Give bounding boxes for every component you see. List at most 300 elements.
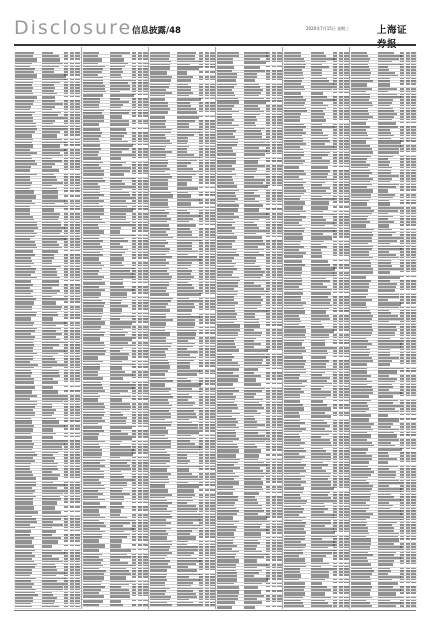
table-cell (205, 162, 209, 164)
table-cell (277, 343, 282, 345)
table-cell (272, 492, 276, 494)
table-cell (266, 198, 271, 200)
table-cell (205, 514, 209, 516)
table-cell (143, 592, 148, 594)
table-cell (266, 116, 271, 118)
table-cell (143, 243, 148, 245)
table-cell (199, 108, 204, 110)
table-cell (138, 213, 142, 215)
table-cell (42, 347, 53, 349)
table-cell (70, 160, 74, 162)
table-cell (244, 595, 264, 597)
table-cell (83, 444, 99, 446)
table-cell (42, 66, 59, 68)
table-cell (266, 84, 271, 86)
table-cell (138, 517, 142, 519)
table-cell (199, 332, 204, 334)
table-cell (266, 266, 271, 268)
table-cell (150, 505, 168, 507)
table-cell (199, 413, 204, 415)
table-cell (110, 120, 129, 122)
table-cell (15, 583, 34, 585)
table-cell (75, 484, 80, 486)
table-cell (210, 52, 215, 54)
table-cell (150, 560, 170, 562)
table-cell (272, 168, 276, 170)
table-cell (210, 270, 215, 272)
table-cell (210, 391, 215, 393)
table-cell (311, 129, 322, 131)
table-cell (244, 572, 259, 574)
page-number: /48 (166, 26, 181, 36)
table-cell (150, 300, 171, 302)
table-cell (15, 190, 34, 194)
table-cell (210, 383, 215, 385)
table-cell (344, 86, 349, 88)
table-cell (217, 95, 235, 97)
table-cell (217, 139, 238, 141)
table-cell (210, 402, 215, 404)
table-cell (205, 489, 209, 491)
table-cell (266, 362, 271, 364)
table-cell (138, 170, 142, 172)
table-cell (132, 502, 137, 504)
table-cell (83, 101, 100, 103)
table-cell (138, 308, 142, 310)
table-cell (344, 146, 349, 148)
table-cell (277, 185, 282, 187)
table-cell (64, 415, 69, 417)
table-cell (272, 176, 276, 178)
table-cell (70, 406, 74, 408)
table-cell (244, 346, 254, 348)
table-cell (138, 460, 142, 462)
table-cell (138, 423, 142, 425)
table-cell (244, 213, 268, 215)
table-cell (177, 468, 189, 472)
table-cell (217, 308, 235, 310)
table-cell (83, 115, 104, 119)
table-cell (42, 569, 57, 571)
table-cell (132, 493, 137, 495)
table-cell (277, 230, 282, 232)
table-cell (266, 464, 271, 466)
table-cell (244, 294, 265, 296)
table-cell (266, 540, 271, 542)
table-cell (244, 340, 254, 342)
table-cell (150, 316, 166, 318)
table-cell (83, 98, 100, 100)
table-cell (150, 394, 171, 396)
table-cell (339, 216, 343, 218)
table-cell (344, 119, 349, 121)
table-cell (132, 334, 137, 336)
table-cell (266, 125, 271, 127)
table-cell (132, 148, 137, 150)
table-cell (244, 410, 257, 412)
table-cell (150, 549, 169, 551)
table-cell (132, 115, 137, 117)
table-cell (339, 272, 343, 274)
table-cell (110, 468, 131, 470)
table-cell (132, 265, 137, 267)
table-cell (277, 537, 282, 539)
table-cell (177, 162, 191, 164)
table-cell (272, 572, 276, 574)
table-cell (143, 286, 148, 288)
table-cell (339, 228, 343, 230)
table-cell (205, 92, 209, 94)
table-cell (272, 510, 276, 512)
table-cell (75, 63, 80, 65)
table-cell (210, 416, 215, 418)
table-cell (311, 163, 330, 165)
table-cell (210, 132, 215, 134)
table-cell (138, 544, 142, 546)
table-cell (244, 418, 255, 420)
table-cell (210, 231, 215, 233)
table-cell (132, 499, 137, 501)
table-cell (272, 86, 276, 88)
table-cell (205, 410, 209, 412)
table-cell (75, 296, 80, 298)
table-cell (143, 222, 148, 224)
table-cell (210, 146, 215, 148)
table-cell (83, 66, 105, 68)
table-cell (75, 540, 80, 542)
table-cell (284, 160, 305, 162)
table-cell (150, 443, 171, 445)
table-cell (205, 64, 209, 66)
table-cell (266, 322, 271, 324)
table-cell (266, 324, 271, 326)
table-cell (15, 443, 34, 445)
table-cell (217, 421, 238, 423)
table-cell (272, 274, 276, 276)
table-cell (138, 173, 142, 175)
table-cell (70, 496, 74, 498)
table-cell (15, 158, 32, 160)
table-cell (284, 308, 304, 310)
table-cell (83, 476, 104, 478)
table-cell (83, 384, 102, 386)
table-cell (205, 224, 209, 226)
table-cell (64, 463, 69, 465)
table-cell (339, 52, 343, 54)
table-cell (132, 559, 137, 561)
table-cell (344, 280, 349, 282)
table-cell (284, 184, 303, 186)
table-cell (132, 390, 137, 392)
table-cell (344, 353, 349, 355)
table-cell (272, 324, 276, 326)
table-cell (266, 349, 271, 351)
table-cell (284, 377, 299, 379)
table-cell (199, 373, 204, 375)
table-cell (272, 89, 276, 91)
table-cell (277, 280, 282, 282)
table-cell (344, 264, 349, 266)
table-cell (199, 237, 204, 239)
table-cell (177, 479, 199, 481)
table-cell (132, 107, 137, 109)
table-cell (199, 511, 204, 513)
table-cell (132, 85, 137, 87)
table-cell (138, 305, 142, 307)
table-cell (15, 71, 34, 73)
table-cell (138, 71, 142, 73)
table-cell (110, 80, 132, 82)
table-cell (199, 309, 204, 311)
table-cell (64, 233, 69, 235)
table-cell (177, 337, 195, 339)
table-cell (177, 408, 200, 410)
table-cell (150, 427, 166, 429)
table-cell (138, 197, 142, 199)
table-cell (110, 180, 122, 182)
table-cell (83, 584, 101, 586)
table-cell (75, 347, 80, 349)
table-cell (210, 327, 215, 329)
table-cell (150, 563, 168, 565)
table-cell (143, 265, 148, 267)
table-cell (333, 356, 338, 358)
table-cell (64, 236, 69, 238)
table-cell (205, 354, 209, 356)
table-cell (333, 132, 338, 134)
table-cell (217, 540, 233, 542)
table-cell (150, 192, 171, 194)
table-cell (83, 88, 105, 90)
table-cell (15, 296, 33, 298)
table-cell (15, 572, 32, 574)
table-cell (64, 185, 69, 187)
table-cell (42, 238, 66, 240)
table-cell (42, 418, 56, 420)
table-cell (344, 329, 349, 331)
table-cell (110, 115, 122, 119)
table-cell (205, 86, 209, 88)
table-cell (75, 208, 80, 210)
table-cell (244, 233, 255, 235)
table-cell (143, 173, 148, 175)
table-cell (244, 105, 258, 107)
table-cell (217, 208, 238, 212)
table-cell (42, 254, 54, 256)
table-cell (83, 353, 105, 355)
table-cell (42, 364, 63, 366)
table-cell (83, 58, 102, 62)
table-cell (199, 489, 204, 491)
table-cell (205, 569, 209, 571)
table-cell (199, 322, 204, 324)
table-cell (277, 204, 282, 206)
table-cell (83, 318, 101, 320)
table-cell (199, 224, 204, 226)
table-cell (210, 343, 215, 345)
table-cell (205, 259, 209, 261)
table-cell (75, 516, 80, 518)
table-cell (138, 222, 142, 224)
table-cell (110, 55, 122, 57)
table-cell (83, 208, 104, 212)
table-cell (70, 139, 74, 141)
table-cell (244, 313, 255, 315)
table-cell (205, 332, 209, 334)
table-cell (42, 263, 52, 265)
table-cell (138, 499, 142, 501)
table-cell (272, 444, 276, 446)
table-cell (199, 192, 204, 194)
table-cell (210, 218, 215, 220)
table-cell (344, 160, 349, 162)
table-cell (132, 151, 137, 153)
table-cell (244, 114, 260, 116)
table-cell (15, 188, 30, 190)
table-cell (266, 508, 271, 510)
table-cell (110, 417, 127, 419)
table-cell (83, 465, 105, 467)
table-cell (284, 337, 306, 339)
table-cell (205, 276, 209, 278)
table-cell (75, 293, 80, 295)
table-cell (205, 391, 209, 393)
table-cell (150, 466, 170, 468)
table-cell (70, 372, 74, 374)
table-cell (83, 430, 104, 432)
table-cell (83, 514, 100, 516)
table-cell (75, 163, 80, 165)
table-cell (210, 265, 215, 267)
table-cell (138, 465, 142, 467)
table-cell (210, 176, 215, 178)
table-cell (333, 219, 338, 221)
table-cell (177, 234, 192, 236)
table-cell (75, 266, 80, 268)
table-cell (244, 383, 261, 387)
table-cell (177, 599, 189, 601)
table-cell (75, 482, 80, 484)
table-cell (143, 55, 148, 57)
table-cell (143, 238, 148, 240)
table-cell (205, 176, 209, 178)
table-cell (244, 601, 262, 605)
table-cell (143, 573, 148, 575)
table-cell (205, 61, 209, 63)
table-cell (75, 592, 80, 594)
table-cell (110, 353, 129, 355)
table-cell (217, 356, 234, 358)
table-cell (70, 188, 74, 190)
table-cell (42, 580, 56, 582)
table-cell (150, 52, 170, 54)
table-cell (199, 484, 204, 486)
table-cell (83, 396, 100, 398)
table-cell (244, 583, 262, 585)
table-cell (311, 179, 334, 181)
table-cell (15, 558, 32, 560)
table-cell (83, 403, 104, 405)
table-cell (311, 275, 334, 277)
table-cell (64, 266, 69, 268)
table-cell (272, 388, 276, 390)
table-cell (42, 123, 53, 125)
table-cell (75, 250, 80, 252)
table-cell (150, 422, 172, 424)
table-cell (75, 176, 80, 178)
table-cell (272, 499, 276, 501)
table-cell (272, 147, 276, 149)
table-cell (64, 254, 69, 256)
table-cell (132, 183, 137, 185)
table-cell (110, 326, 131, 328)
table-cell (311, 89, 332, 91)
table-cell (210, 519, 215, 521)
table-cell (217, 529, 236, 531)
table-cell (272, 590, 276, 592)
table-cell (199, 585, 204, 587)
table-cell (339, 222, 343, 224)
table-cell (138, 493, 142, 495)
table-cell (199, 273, 204, 275)
table-cell (143, 270, 148, 272)
table-cell (272, 404, 276, 406)
table-cell (333, 233, 338, 235)
table-cell (177, 71, 187, 75)
table-cell (138, 151, 142, 153)
table-cell (150, 388, 171, 390)
table-cell (143, 479, 148, 481)
table-cell (132, 200, 137, 202)
table-cell (344, 102, 349, 104)
table-cell (75, 521, 80, 523)
table-cell (217, 402, 234, 404)
table-cell (143, 506, 148, 508)
table-cell (132, 63, 137, 65)
table-cell (217, 424, 236, 426)
table-cell (75, 463, 80, 465)
table-cell (42, 213, 60, 215)
table-cell (210, 348, 215, 350)
table-cell (266, 410, 271, 412)
table-cell (266, 554, 271, 556)
table-cell (199, 588, 204, 590)
table-cell (110, 337, 132, 341)
table-cell (277, 402, 282, 404)
table-cell (110, 257, 123, 261)
table-cell (110, 403, 130, 405)
table-cell (70, 342, 74, 344)
table-cell (143, 230, 148, 232)
table-cell (205, 102, 209, 104)
table-cell (138, 91, 142, 93)
table-cell (150, 248, 170, 250)
table-cell (277, 174, 282, 176)
table-cell (138, 148, 142, 150)
table-cell (138, 52, 142, 54)
table-cell (150, 293, 169, 297)
table-cell (199, 346, 204, 348)
table-cell (64, 474, 69, 476)
table-cell (75, 328, 80, 330)
table-cell (205, 306, 209, 308)
table-cell (64, 200, 69, 202)
table-cell (199, 162, 204, 164)
table-cell (143, 192, 148, 194)
table-cell (272, 545, 276, 547)
table-cell (83, 374, 98, 376)
table-cell (244, 462, 264, 464)
